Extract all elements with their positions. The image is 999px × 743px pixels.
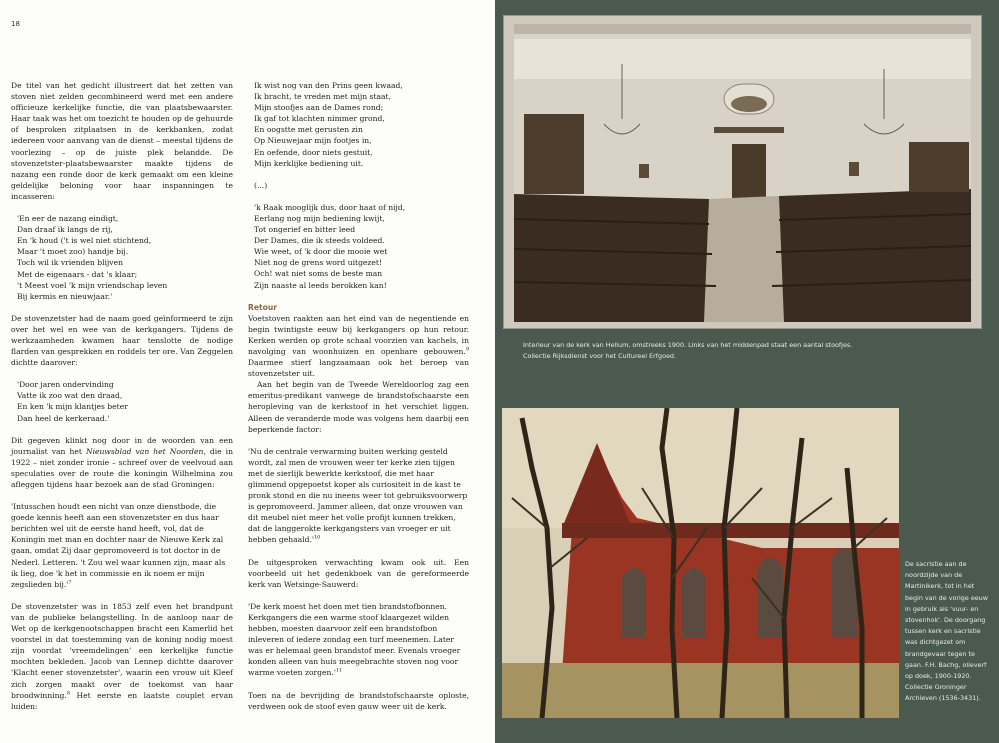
section-heading-retour: Retour (248, 302, 277, 312)
painting-caption: De sacristie aan de noordzijde van de Martinikerk, tot in het begin van de vorige eeuw in gebruik als 'vuur- en stovenhok'. De doorgang tussen kerk en sacristie was dichtgezet om brandgevaar tegen te gaan. F.H. Bachg, olieverf op doek, 1900-1920. Collectie Groninger Archieven (1536-3431). (905, 560, 988, 703)
right-text-column (248, 80, 469, 712)
left-text-column (11, 80, 233, 712)
paragraph-bevrijding: Toen na de bevrijding de brandstofschaarste oploste, verdween ook de stoof even gauw weer uit de kerk. (248, 690, 469, 711)
church-interior-image (514, 24, 971, 322)
verse-nazang: 'En eer de nazang eindigt, Dan draaf ik langs de rij, En 'k houd ('t is wel niet stichtend, Maar 't moet zoo) handje bij. Toch wil ik vrienden blijven Met de eigenaars - dat 's klaar; 't Meest voel 'k mijn vriendschap leven Bij kermis en nieuwjaar.' (17, 214, 168, 301)
intro-paragraph: De titel van het gedicht illustreert dat het zetten van stoven niet zelden gecombineerd werd met een andere officieuze kerkelijke functie, die van plaatsbewaarster. Haar taak was het om toezicht te houden op de gehuurde of besproken zitplaatsen in de kerkbanken, zodat iedereen voor aanvang van de dienst – meestal tijdens de voorlezing – op de juiste plek belandde. De stovenzetster-plaatsbewaarster maakte tijdens de nazang een ronde door de kerk gemaakt om een kleine geldelijke beloning voor haar inspanningen te incasseren: (11, 81, 233, 201)
verse-mooglijk: 'k Raak mooglijk dus, door haat of nijd, Eerlang nog mijn bediening kwijt, Tot ongerief en bitter leed Der Dames, die ik steeds voldeed. Wie weet, of 'k door die mooie wet Niet nog de grens word uitgezet! Och! wat niet soms de beste man Zijn naaste al leeds berokken kan! (254, 202, 406, 290)
quote-verwarming: 'Nu de centrale verwarming buiten werking gesteld wordt, zal men de vrouwen weer ter kerke zien tijgen met de sierlijk bewerkte kerkstoof, die met haar glimmend opgepoetst koper als curiositeit in de kast te pronk stond en die nu ineens weer tot gebruiksvoorwerp is gepromoveerd. Jammer alleen, dat onze vrouwen van dit meubel niet meer het volle profijt kunnen trekken, dat de langgerokte kerkgangsters van vroeger er uit hebben gehaald.'$^{10}$ (248, 446, 468, 545)
page-number: 18 (11, 20, 20, 28)
paragraph-stovenzetster: De stovenzetster had de naam goed geïnformeerd te zijn over het wel en wee van de kerkgangers. Tijdens de werkzaamheden kwamen haar tenslotte de nodige flarden van gesprekken en roddels ter ore. Van Zeggelen dichtte daarover: (11, 313, 233, 368)
left-page (0, 0, 495, 743)
paragraph-journalist: Dit gegeven klinkt nog door in de woorden van een journalist van het Nieuwsblad van het Noorden, die in 1922 – niet zonder ironie – schreef over de veelvoud aan speculaties over de route die koningin Wilhelmina zou afleggen tijdens haar bezoek aan de stad Groningen: (11, 435, 233, 489)
verse-ellipsis: (...) (254, 180, 268, 190)
paragraph-retour: Voetstoven raakten aan het eind van de negentiende en begin twintigste eeuw bij kerkgangers op hun retour. Kerken werden op grote schaal voorzien van kachels, in navolging van woonhuizen en openbare gebouwen.$^9$ Daarmee stierf langzaamaan ook het beroep van stovenzetster uit. (248, 313, 469, 379)
photo-caption-line2: Collectie Rijksdienst voor het Cultureel Erfgoed. (523, 352, 676, 360)
footnote-ref: 8 (66, 690, 70, 697)
footnote-ref: 9 (465, 346, 469, 353)
sacristie-painting (502, 408, 899, 718)
paragraph-wereldoorlog: Aan het begin van de Tweede Wereldoorlog zag een emeritus-predikant vanwege de brandstofschaarste een heropleving van de kerkstoof in het verschiet liggen. Alleen de veranderde mode was volgens hem daarbij een beperkende factor: (248, 380, 469, 434)
verse-prins: Ik wist nog van den Prins geen kwaad, Ik bracht, te vreden met mijn staat, Mijn stoofjes aan de Dames rond; Ik gaf tot klachten nimmer grond, En oogstte met gerusten zin Op Nieuwejaar mijn footjes in, En oefende, door niets gestuit, Mijn kerklijke bediening uit. (254, 81, 403, 168)
church-interior-photo (503, 15, 982, 329)
footnote-ref: 11 (335, 667, 343, 674)
verse-ondervinding: 'Door jaren ondervinding Vatte ik zoo wat den draad, En ken 'k mijn klantjes beter Dan heel de kerkeraad.' (17, 380, 128, 423)
newspaper-title: Nieuwsblad van het Noorden (85, 446, 204, 456)
quote-koningin: 'Intusschen houdt een nicht van onze dienstbode, die goede kennis heeft aan een stovenzetster en dus haar berichten wel uit de eerste hand heeft, vol, dat de Koningin met man en dochter naar de Nieuwe Kerk zal gaan, omdat Zij daar gepromoveerd is tot doctor in de Nederl. Letteren. 't Zou wel waar kunnen zijn, maar als ik lieg, doe 'k het in commissie en ik noem er mijn zegslieden bij.'$^7$ (11, 502, 226, 589)
paragraph-1853: De stovenzetster was in 1853 zelf even het brandpunt van de publieke belangstelling. In de aanloop naar de Wet op de kerkgenootschappen bracht een Kamerlid het voorstel in dat toestemming van de koning nodig moest zijn voordat 'vreemdelingen' een kerkelijke functie mochten bekleden. Jacob van Lennep dichtte daarover 'Klacht eener stovenzetster', waarin een vrouw uit Kleef zich zorgen maakt over de toekomst van haar broodwinning.$^8$ Het eerste en laatste couplet ervan luiden: (11, 601, 233, 711)
footnote-ref: 7 (68, 579, 72, 586)
quote-brandstofbonnen: 'De kerk moest het doen met tien brandstofbonnen. Kerkgangers die een warme stoof klaargezet wilden hebben, moesten daarvoor zelf een brandstofbon inleveren of iedere zondag een turf meenemen. Later was er helemaal geen brandstof meer. Evenals vroeger konden alleen van huis meegebrachte stoven nog voor warme voeten zorgen.'$^{11}$ (248, 601, 461, 678)
paragraph-verwachting: De uitgesproken verwachting kwam ook uit. Een voorbeeld uit het gedenkboek van de gereformeerde kerk van Wetsinge-Sauwerd: (248, 557, 469, 589)
footnote-ref: 10 (314, 534, 321, 541)
photo-caption (523, 340, 943, 362)
photo-caption-line1: Interieur van de kerk van Hellum, omstreeks 1900. Links van het middenpad staat een aantal stoofjes. (523, 341, 853, 349)
